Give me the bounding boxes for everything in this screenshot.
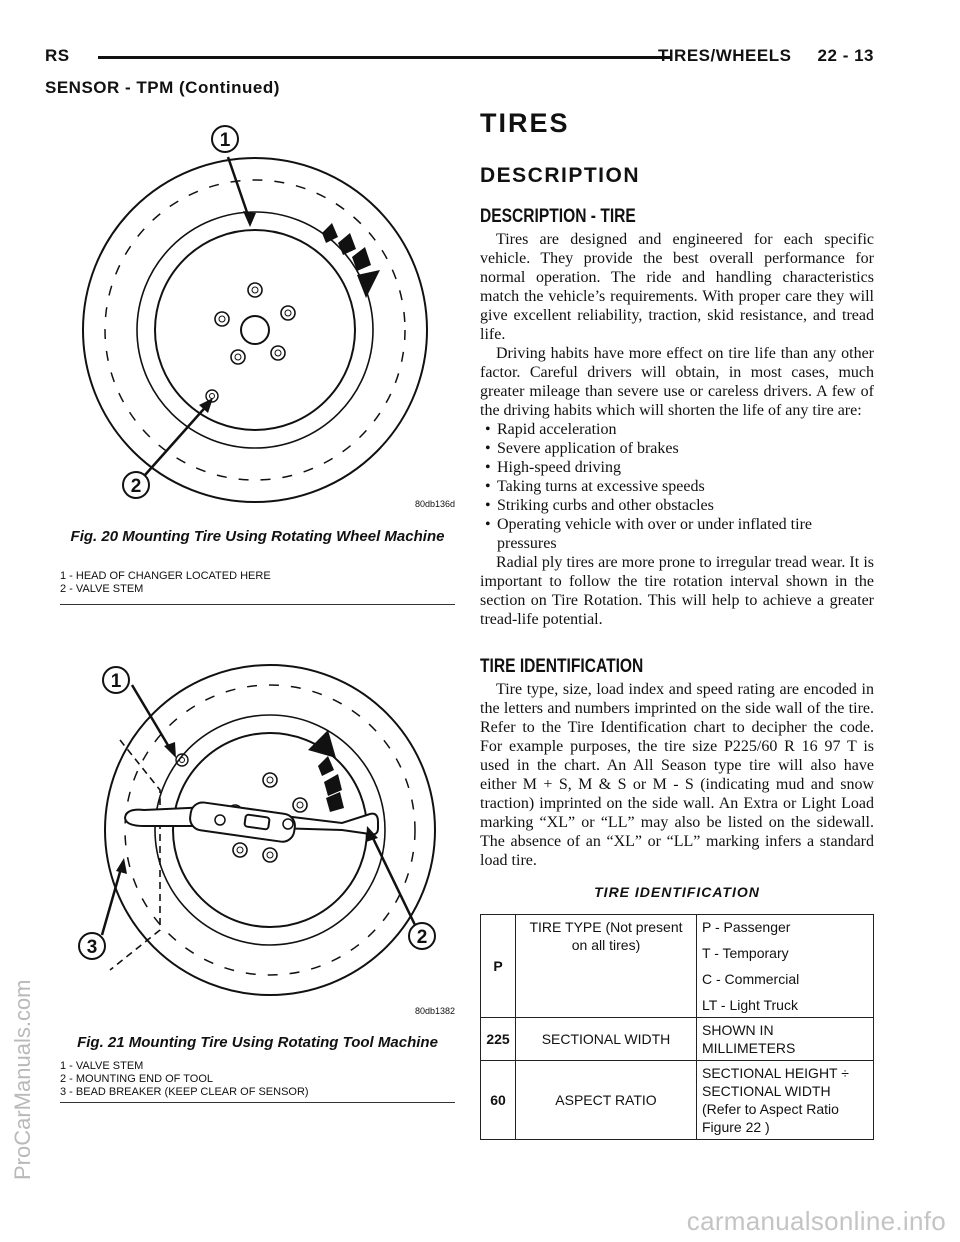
side-watermark: ProCarManuals.com [10, 979, 35, 1180]
tire-description-body [480, 230, 874, 629]
table-cell-code: 60 [481, 1061, 516, 1140]
header-right-title: TIRES/WHEELS 22 - 13 [657, 46, 874, 65]
table-cell-name: SECTIONAL WIDTH [516, 1018, 697, 1061]
callout-2 [123, 472, 149, 498]
table-row [481, 915, 874, 1018]
legend-item: 1 - VALVE STEM [60, 1060, 144, 1072]
figure-code: 80db136d [415, 499, 456, 509]
list-item: • Severe application of brakes [480, 439, 874, 458]
tire-rotating-tool-illustration [60, 640, 460, 1020]
callout-1 [212, 126, 238, 152]
figure-20-caption: Fig. 20 Mounting Tire Using Rotating Wheel Machine [70, 528, 445, 545]
meaning-line: C - Commercial [702, 971, 800, 987]
description-heading: DESCRIPTION [480, 164, 641, 187]
svg-text:2: 2 [416, 927, 428, 948]
figure-20-legend [60, 570, 455, 596]
table-cell-name: TIRE TYPE (Not present on all tires) [516, 915, 697, 1018]
legend-item: 1 - HEAD OF CHANGER LOCATED HERE [60, 570, 271, 582]
callout-3 [79, 933, 105, 959]
legend-divider [60, 604, 455, 605]
legend-divider [60, 1102, 455, 1103]
page-title: TIRES [480, 108, 570, 138]
header-left-code: RS [45, 46, 70, 65]
paragraph: Tire type, size, load index and speed rating are encoded in the letters and numbers imprinted on the side wall of the tire. Refer to the Tire Identification chart to decipher the code. For example purposes, the tire size P225/60 R 16 97 T is used in the chart. An All Season type tire will also have either M + S, M & S or M - S (indicating mud and snow traction) imprinted on the side wall. An Extra or Light Load marking “XL” or “LL” may also be listed on the sidewall. The absence of an “XL” or “LL” marking infers a standard load tire. [480, 681, 874, 869]
table-row [481, 1061, 874, 1140]
list-item: • High-speed driving [480, 458, 874, 477]
table-cell-meaning: SECTIONAL HEIGHT ÷ SECTIONAL WIDTH (Refer to Aspect Ratio Figure 22 ) [697, 1061, 874, 1140]
figure-21-legend [60, 1060, 455, 1099]
tire-identification-table [480, 914, 874, 1140]
legend-item: 2 - MOUNTING END OF TOOL [60, 1073, 213, 1085]
meaning-line: LT - Light Truck [702, 997, 798, 1013]
paragraph: Tires are designed and engineered for each specific vehicle. They provide the best overall performance for normal operation. The ride and handling characteristics match the vehicle’s requirements. With proper care they will give excellent reliability, traction, skid resistance, and tread life. [480, 231, 874, 343]
bottom-watermark: carmanualsonline.info [686, 1206, 946, 1236]
list-item: • Rapid acceleration [480, 420, 874, 439]
table-title: TIRE IDENTIFICATION [594, 884, 760, 900]
paragraph: Driving habits have more effect on tire life than any other factor. Careful drivers will obtain, in most cases, much greater mileage than severe use or careless drivers. A few of the driving habits which will shorten the life of any tire are: [480, 345, 874, 419]
table-row [481, 1018, 874, 1061]
meaning-line: P - Passenger [702, 919, 791, 935]
list-item: • Taking turns at excessive speeds [480, 477, 874, 496]
tire-rotating-wheel-illustration [60, 115, 460, 515]
svg-text:1: 1 [110, 671, 122, 692]
table-cell-meaning: SHOWN IN MILLIMETERS [697, 1018, 874, 1061]
tire-identification-heading: TIRE IDENTIFICATION [480, 656, 644, 677]
tire-identification-body [480, 680, 874, 870]
table-cell-code: P [481, 915, 516, 1018]
list-item: • Striking curbs and other obstacles [480, 496, 874, 515]
driving-habits-list [480, 420, 874, 553]
tire-description-heading: DESCRIPTION - TIRE [480, 206, 636, 227]
list-item: • Operating vehicle with over or under inflated tire pressures [480, 515, 874, 553]
figure-20 [60, 115, 460, 515]
figure-21-caption: Fig. 21 Mounting Tire Using Rotating Tool Machine [77, 1034, 438, 1051]
section-continued-title: SENSOR - TPM (Continued) [45, 78, 280, 97]
meaning-line: T - Temporary [702, 945, 789, 961]
svg-text:1: 1 [219, 130, 231, 151]
table-cell-meaning [697, 915, 874, 1018]
legend-item: 2 - VALVE STEM [60, 583, 144, 595]
header-rule [98, 56, 670, 59]
table-cell-code: 225 [481, 1018, 516, 1061]
figure-code: 80db1382 [415, 1006, 456, 1016]
callout-1 [103, 667, 129, 693]
paragraph: Radial ply tires are more prone to irregular tread wear. It is important to follow the tire rotation interval shown in the section on Tire Rotation. This will help to achieve a greater tread-life potential. [480, 554, 874, 628]
table-cell-name: ASPECT RATIO [516, 1061, 697, 1140]
svg-text:3: 3 [86, 937, 98, 958]
legend-item: 3 - BEAD BREAKER (KEEP CLEAR OF SENSOR) [60, 1086, 309, 1098]
callout-2 [409, 923, 435, 949]
svg-text:2: 2 [130, 476, 142, 497]
figure-21 [60, 640, 460, 1020]
